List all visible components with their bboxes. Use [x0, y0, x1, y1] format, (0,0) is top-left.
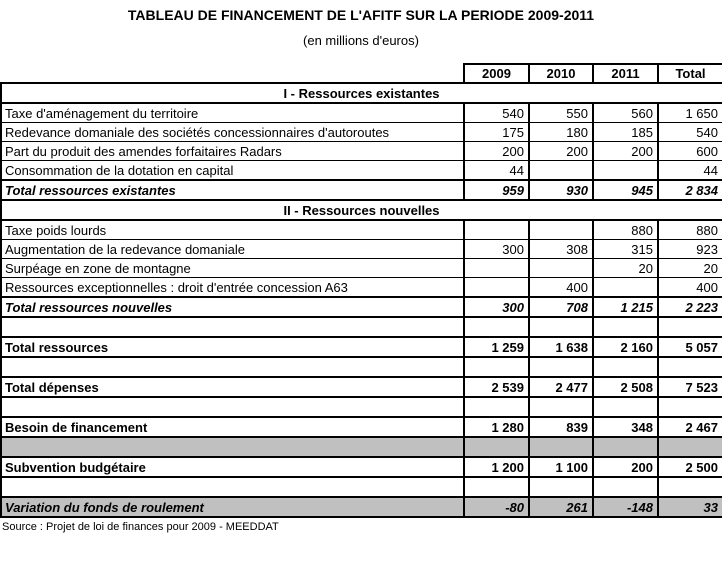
value-cell-2010: 550 [529, 103, 593, 123]
table-row [1, 259, 722, 278]
value-cell-2009: 540 [464, 103, 529, 123]
value-cell-total: 44 [658, 161, 722, 181]
value-cell-2010: 200 [529, 142, 593, 161]
value-cell-2009 [464, 437, 529, 457]
column-header-2009: 2009 [464, 64, 529, 83]
source-note: Source : Projet de loi de finances pour 2009 - MEEDDAT [2, 521, 279, 533]
table-row [1, 397, 722, 417]
value-cell-2009: 2 539 [464, 377, 529, 397]
value-cell-2010 [529, 259, 593, 278]
value-cell-total [658, 437, 722, 457]
value-cell-total: 7 523 [658, 377, 722, 397]
value-cell-2011: 348 [593, 417, 658, 437]
table-row [1, 161, 722, 181]
value-cell-2011 [593, 477, 658, 497]
column-header-2011: 2011 [593, 64, 658, 83]
value-cell-2010: 1 638 [529, 337, 593, 357]
value-cell-2011 [593, 161, 658, 181]
value-cell-total: 2 223 [658, 297, 722, 317]
value-cell-2010: 708 [529, 297, 593, 317]
row-label: Total dépenses [1, 377, 464, 397]
row-label: Augmentation de la redevance domaniale [1, 240, 464, 259]
section-header: II - Ressources nouvelles [1, 200, 722, 220]
row-label: Total ressources nouvelles [1, 297, 464, 317]
table-row [1, 278, 722, 298]
financing-table [0, 63, 722, 518]
table-row [1, 317, 722, 337]
value-cell-2011: 945 [593, 180, 658, 200]
value-cell-2010 [529, 357, 593, 377]
table-row [1, 240, 722, 259]
corner-cell [1, 64, 464, 83]
table-row [1, 297, 722, 317]
value-cell-2011: 1 215 [593, 297, 658, 317]
value-cell-2009 [464, 278, 529, 298]
row-label: Redevance domaniale des sociétés concessionnaires d'autoroutes [1, 123, 464, 142]
value-cell-2011: 200 [593, 457, 658, 477]
table-row [1, 220, 722, 240]
row-label: Total ressources [1, 337, 464, 357]
value-cell-total: 600 [658, 142, 722, 161]
value-cell-total: 2 467 [658, 417, 722, 437]
row-label: Subvention budgétaire [1, 457, 464, 477]
value-cell-2011 [593, 357, 658, 377]
column-header-row [1, 64, 722, 83]
table-row [1, 457, 722, 477]
value-cell-2011: 20 [593, 259, 658, 278]
row-label: Total ressources existantes [1, 180, 464, 200]
value-cell-total [658, 477, 722, 497]
value-cell-2009: 44 [464, 161, 529, 181]
value-cell-total [658, 317, 722, 337]
value-cell-2009: 175 [464, 123, 529, 142]
section-header-row [1, 83, 722, 103]
value-cell-2011 [593, 317, 658, 337]
column-header-2010: 2010 [529, 64, 593, 83]
value-cell-2009 [464, 477, 529, 497]
value-cell-2011: 315 [593, 240, 658, 259]
value-cell-2009: -80 [464, 497, 529, 517]
value-cell-total: 880 [658, 220, 722, 240]
row-label [1, 437, 464, 457]
value-cell-2009: 200 [464, 142, 529, 161]
value-cell-2011: -148 [593, 497, 658, 517]
value-cell-2011 [593, 278, 658, 298]
value-cell-2011: 560 [593, 103, 658, 123]
table-row [1, 142, 722, 161]
row-label [1, 317, 464, 337]
value-cell-2010 [529, 220, 593, 240]
row-label [1, 477, 464, 497]
table-row [1, 477, 722, 497]
table-row [1, 357, 722, 377]
value-cell-total: 540 [658, 123, 722, 142]
value-cell-2010: 308 [529, 240, 593, 259]
value-cell-total [658, 357, 722, 377]
value-cell-2009 [464, 357, 529, 377]
value-cell-2009: 1 259 [464, 337, 529, 357]
value-cell-2010 [529, 161, 593, 181]
value-cell-2010: 930 [529, 180, 593, 200]
table-row [1, 103, 722, 123]
row-label: Besoin de financement [1, 417, 464, 437]
value-cell-total: 2 500 [658, 457, 722, 477]
value-cell-2009 [464, 397, 529, 417]
value-cell-2010: 839 [529, 417, 593, 437]
value-cell-2010 [529, 477, 593, 497]
value-cell-2009 [464, 259, 529, 278]
value-cell-2009 [464, 220, 529, 240]
value-cell-total: 1 650 [658, 103, 722, 123]
table-row [1, 337, 722, 357]
value-cell-2010 [529, 317, 593, 337]
section-header: I - Ressources existantes [1, 83, 722, 103]
table-row [1, 123, 722, 142]
row-label [1, 397, 464, 417]
value-cell-2010 [529, 437, 593, 457]
column-header-total: Total [658, 64, 722, 83]
row-label: Taxe d'aménagement du territoire [1, 103, 464, 123]
table-row [1, 497, 722, 517]
value-cell-2009: 1 200 [464, 457, 529, 477]
table-row [1, 180, 722, 200]
value-cell-2010: 1 100 [529, 457, 593, 477]
value-cell-total: 400 [658, 278, 722, 298]
value-cell-2010: 261 [529, 497, 593, 517]
value-cell-2011: 185 [593, 123, 658, 142]
value-cell-2010: 180 [529, 123, 593, 142]
value-cell-2011: 2 160 [593, 337, 658, 357]
value-cell-total [658, 397, 722, 417]
value-cell-2010: 2 477 [529, 377, 593, 397]
table-row [1, 377, 722, 397]
value-cell-2010: 400 [529, 278, 593, 298]
section-header-row [1, 200, 722, 220]
value-cell-2009 [464, 317, 529, 337]
value-cell-2011 [593, 397, 658, 417]
row-label: Surpéage en zone de montagne [1, 259, 464, 278]
value-cell-2009: 300 [464, 240, 529, 259]
row-label: Ressources exceptionnelles : droit d'entrée concession A63 [1, 278, 464, 298]
value-cell-2010 [529, 397, 593, 417]
value-cell-2011 [593, 437, 658, 457]
value-cell-total: 5 057 [658, 337, 722, 357]
value-cell-2009: 300 [464, 297, 529, 317]
value-cell-total: 33 [658, 497, 722, 517]
table-row [1, 437, 722, 457]
row-label: Variation du fonds de roulement [1, 497, 464, 517]
page-title: TABLEAU DE FINANCEMENT DE L'AFITF SUR LA PERIODE 2009-2011 [127, 7, 595, 23]
value-cell-total: 923 [658, 240, 722, 259]
value-cell-2009: 959 [464, 180, 529, 200]
value-cell-2011: 880 [593, 220, 658, 240]
value-cell-2011: 200 [593, 142, 658, 161]
table-row [1, 417, 722, 437]
value-cell-2011: 2 508 [593, 377, 658, 397]
row-label [1, 357, 464, 377]
row-label: Taxe poids lourds [1, 220, 464, 240]
value-cell-total: 20 [658, 259, 722, 278]
row-label: Consommation de la dotation en capital [1, 161, 464, 181]
value-cell-2009: 1 280 [464, 417, 529, 437]
row-label: Part du produit des amendes forfaitaires Radars [1, 142, 464, 161]
value-cell-total: 2 834 [658, 180, 722, 200]
page-subtitle: (en millions d'euros) [303, 33, 419, 48]
